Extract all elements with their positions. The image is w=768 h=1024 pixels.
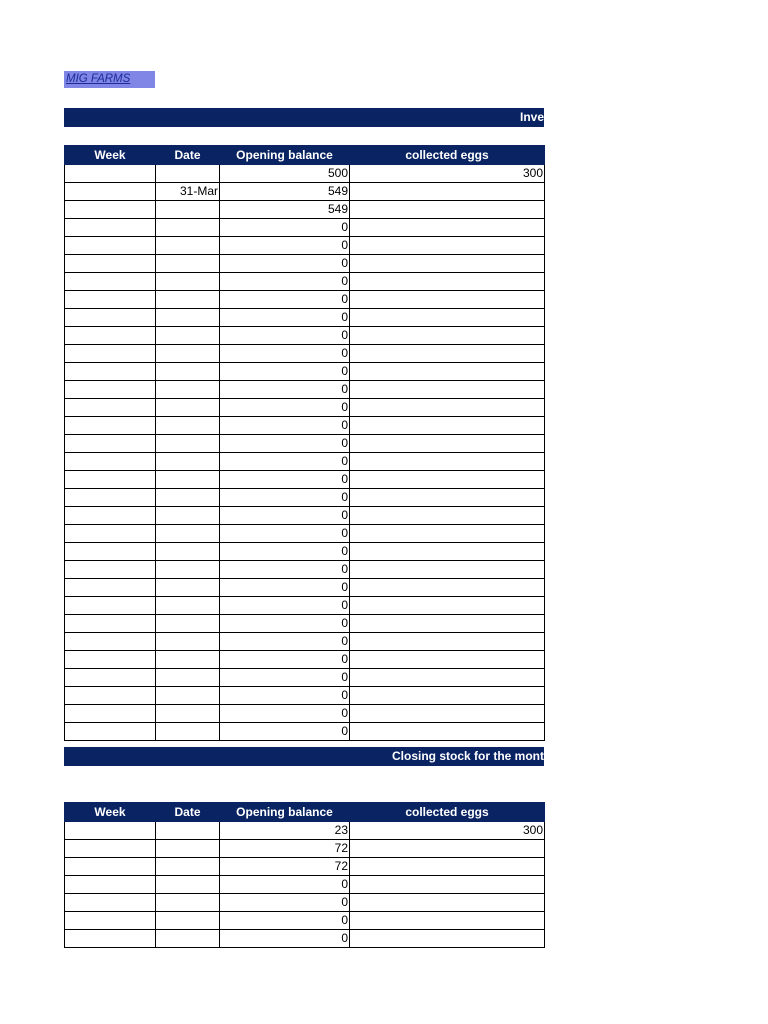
cell-opening-balance[interactable]: 0 xyxy=(220,615,350,633)
cell-opening-balance[interactable]: 0 xyxy=(220,381,350,399)
cell-opening-balance[interactable]: 0 xyxy=(220,489,350,507)
cell-collected-eggs[interactable] xyxy=(350,669,545,687)
cell-collected-eggs[interactable] xyxy=(350,399,545,417)
cell-opening-balance[interactable]: 72 xyxy=(220,840,350,858)
cell-date[interactable] xyxy=(156,615,220,633)
cell-collected-eggs[interactable] xyxy=(350,219,545,237)
cell-date[interactable] xyxy=(156,633,220,651)
table-row xyxy=(65,894,545,912)
cell-collected-eggs[interactable]: 300 xyxy=(350,165,545,183)
cell-opening-balance[interactable]: 0 xyxy=(220,237,350,255)
cell-collected-eggs[interactable] xyxy=(350,453,545,471)
cell-collected-eggs[interactable] xyxy=(350,381,545,399)
table-row xyxy=(65,597,545,615)
table-row xyxy=(65,543,545,561)
table-row xyxy=(65,453,545,471)
col-collected-eggs: collected eggs xyxy=(350,146,545,165)
cell-opening-balance[interactable]: 549 xyxy=(220,201,350,219)
cell-week[interactable] xyxy=(65,183,156,201)
cell-date[interactable] xyxy=(156,381,220,399)
cell-date[interactable] xyxy=(156,597,220,615)
table-row xyxy=(65,363,545,381)
cell-week[interactable] xyxy=(65,489,156,507)
table-row xyxy=(65,876,545,894)
cell-collected-eggs[interactable] xyxy=(350,597,545,615)
cell-collected-eggs[interactable] xyxy=(350,183,545,201)
inventory-title-banner xyxy=(64,108,544,127)
cell-opening-balance[interactable]: 0 xyxy=(220,894,350,912)
cell-date[interactable] xyxy=(156,471,220,489)
cell-week[interactable] xyxy=(65,273,156,291)
cell-week[interactable] xyxy=(65,651,156,669)
cell-date[interactable] xyxy=(156,291,220,309)
cell-collected-eggs[interactable] xyxy=(350,291,545,309)
header-row xyxy=(65,146,545,165)
cell-date[interactable] xyxy=(156,651,220,669)
cell-date[interactable] xyxy=(156,912,220,930)
cell-opening-balance[interactable]: 0 xyxy=(220,363,350,381)
cell-date[interactable] xyxy=(156,255,220,273)
table-row xyxy=(65,822,545,840)
cell-opening-balance[interactable]: 0 xyxy=(220,687,350,705)
cell-week[interactable] xyxy=(65,345,156,363)
table-row xyxy=(65,525,545,543)
cell-date[interactable] xyxy=(156,273,220,291)
cell-collected-eggs[interactable] xyxy=(350,633,545,651)
cell-week[interactable] xyxy=(65,822,156,840)
table-row xyxy=(65,291,545,309)
cell-week[interactable] xyxy=(65,633,156,651)
cell-collected-eggs[interactable] xyxy=(350,507,545,525)
cell-collected-eggs[interactable]: 300 xyxy=(350,822,545,840)
cell-week[interactable] xyxy=(65,417,156,435)
cell-opening-balance[interactable]: 0 xyxy=(220,930,350,948)
cell-collected-eggs[interactable] xyxy=(350,705,545,723)
cell-week[interactable] xyxy=(65,930,156,948)
cell-opening-balance[interactable]: 0 xyxy=(220,399,350,417)
cell-week[interactable] xyxy=(65,543,156,561)
cell-week[interactable] xyxy=(65,858,156,876)
cell-date[interactable] xyxy=(156,309,220,327)
cell-opening-balance[interactable]: 0 xyxy=(220,219,350,237)
cell-opening-balance[interactable]: 0 xyxy=(220,345,350,363)
cell-week[interactable] xyxy=(65,840,156,858)
cell-week[interactable] xyxy=(65,363,156,381)
cell-opening-balance[interactable]: 0 xyxy=(220,291,350,309)
table-row xyxy=(65,507,545,525)
cell-collected-eggs[interactable] xyxy=(350,363,545,381)
cell-collected-eggs[interactable] xyxy=(350,876,545,894)
cell-week[interactable] xyxy=(65,381,156,399)
cell-week[interactable] xyxy=(65,309,156,327)
cell-collected-eggs[interactable] xyxy=(350,255,545,273)
cell-week[interactable] xyxy=(65,219,156,237)
cell-opening-balance[interactable]: 0 xyxy=(220,579,350,597)
cell-week[interactable] xyxy=(65,597,156,615)
cell-week[interactable] xyxy=(65,687,156,705)
inventory-table-2 xyxy=(64,802,545,948)
table-row xyxy=(65,165,545,183)
cell-week[interactable] xyxy=(65,894,156,912)
cell-opening-balance[interactable]: 0 xyxy=(220,912,350,930)
table-row xyxy=(65,471,545,489)
cell-opening-balance[interactable]: 0 xyxy=(220,543,350,561)
table-row xyxy=(65,615,545,633)
cell-opening-balance[interactable]: 0 xyxy=(220,669,350,687)
cell-collected-eggs[interactable] xyxy=(350,417,545,435)
table-row xyxy=(65,219,545,237)
cell-week[interactable] xyxy=(65,399,156,417)
table-row xyxy=(65,237,545,255)
cell-collected-eggs[interactable] xyxy=(350,435,545,453)
col-date: Date xyxy=(156,146,220,165)
cell-collected-eggs[interactable] xyxy=(350,912,545,930)
cell-collected-eggs[interactable] xyxy=(350,840,545,858)
col-collected-eggs: collected eggs xyxy=(350,803,545,822)
closing-stock-label: Closing stock for the mont xyxy=(391,749,544,763)
table-row xyxy=(65,633,545,651)
table-row xyxy=(65,912,545,930)
table-row xyxy=(65,930,545,948)
cell-date[interactable] xyxy=(156,219,220,237)
table-row xyxy=(65,687,545,705)
cell-week[interactable] xyxy=(65,507,156,525)
cell-opening-balance[interactable]: 0 xyxy=(220,435,350,453)
table-row xyxy=(65,489,545,507)
table-row xyxy=(65,309,545,327)
cell-date[interactable] xyxy=(156,201,220,219)
cell-date[interactable] xyxy=(156,858,220,876)
cell-date[interactable] xyxy=(156,669,220,687)
cell-date[interactable] xyxy=(156,453,220,471)
cell-opening-balance[interactable]: 0 xyxy=(220,453,350,471)
inventory-title: Inve xyxy=(519,110,544,124)
cell-date[interactable] xyxy=(156,840,220,858)
cell-week[interactable] xyxy=(65,669,156,687)
cell-date[interactable] xyxy=(156,876,220,894)
cell-opening-balance[interactable]: 0 xyxy=(220,525,350,543)
cell-collected-eggs[interactable] xyxy=(350,615,545,633)
table-row xyxy=(65,858,545,876)
company-name: MIG FARMS xyxy=(64,71,155,88)
cell-collected-eggs[interactable] xyxy=(350,858,545,876)
col-date: Date xyxy=(156,803,220,822)
header-row xyxy=(65,803,545,822)
table-row xyxy=(65,345,545,363)
cell-week[interactable] xyxy=(65,615,156,633)
cell-date[interactable] xyxy=(156,705,220,723)
cell-date[interactable] xyxy=(156,525,220,543)
cell-date[interactable] xyxy=(156,237,220,255)
cell-date[interactable] xyxy=(156,165,220,183)
cell-collected-eggs[interactable] xyxy=(350,894,545,912)
cell-date[interactable] xyxy=(156,894,220,912)
table-row xyxy=(65,705,545,723)
col-opening-balance: Opening balance xyxy=(220,803,350,822)
cell-date[interactable] xyxy=(156,507,220,525)
cell-week[interactable] xyxy=(65,435,156,453)
cell-week[interactable] xyxy=(65,579,156,597)
table-row xyxy=(65,651,545,669)
cell-week[interactable] xyxy=(65,876,156,894)
cell-week[interactable] xyxy=(65,237,156,255)
cell-date[interactable] xyxy=(156,417,220,435)
cell-opening-balance[interactable]: 0 xyxy=(220,507,350,525)
cell-opening-balance[interactable]: 0 xyxy=(220,309,350,327)
cell-opening-balance[interactable]: 0 xyxy=(220,633,350,651)
cell-week[interactable] xyxy=(65,705,156,723)
inventory-table-1 xyxy=(64,145,545,741)
table-row xyxy=(65,255,545,273)
cell-collected-eggs[interactable] xyxy=(350,309,545,327)
table-row xyxy=(65,435,545,453)
cell-date[interactable] xyxy=(156,561,220,579)
cell-week[interactable] xyxy=(65,723,156,741)
cell-date[interactable] xyxy=(156,579,220,597)
cell-opening-balance[interactable]: 0 xyxy=(220,723,350,741)
table-row xyxy=(65,561,545,579)
cell-collected-eggs[interactable] xyxy=(350,561,545,579)
cell-collected-eggs[interactable] xyxy=(350,471,545,489)
cell-week[interactable] xyxy=(65,561,156,579)
cell-collected-eggs[interactable] xyxy=(350,930,545,948)
cell-opening-balance[interactable]: 0 xyxy=(220,327,350,345)
cell-collected-eggs[interactable] xyxy=(350,525,545,543)
cell-collected-eggs[interactable] xyxy=(350,273,545,291)
cell-date[interactable] xyxy=(156,930,220,948)
table-row xyxy=(65,840,545,858)
cell-date[interactable] xyxy=(156,723,220,741)
cell-opening-balance[interactable]: 0 xyxy=(220,417,350,435)
cell-collected-eggs[interactable] xyxy=(350,489,545,507)
col-week: Week xyxy=(65,803,156,822)
table-row xyxy=(65,183,545,201)
cell-collected-eggs[interactable] xyxy=(350,579,545,597)
table-row xyxy=(65,327,545,345)
cell-date[interactable]: 31-Mar xyxy=(156,183,220,201)
closing-stock-banner xyxy=(64,747,544,766)
cell-opening-balance[interactable]: 0 xyxy=(220,255,350,273)
table-row xyxy=(65,723,545,741)
table-row xyxy=(65,399,545,417)
cell-week[interactable] xyxy=(65,201,156,219)
cell-collected-eggs[interactable] xyxy=(350,543,545,561)
cell-opening-balance[interactable]: 500 xyxy=(220,165,350,183)
cell-collected-eggs[interactable] xyxy=(350,345,545,363)
cell-opening-balance[interactable]: 0 xyxy=(220,561,350,579)
cell-opening-balance[interactable]: 0 xyxy=(220,273,350,291)
cell-opening-balance[interactable]: 0 xyxy=(220,597,350,615)
cell-date[interactable] xyxy=(156,435,220,453)
cell-collected-eggs[interactable] xyxy=(350,201,545,219)
table-row xyxy=(65,669,545,687)
cell-date[interactable] xyxy=(156,543,220,561)
cell-opening-balance[interactable]: 549 xyxy=(220,183,350,201)
cell-opening-balance[interactable]: 23 xyxy=(220,822,350,840)
cell-collected-eggs[interactable] xyxy=(350,237,545,255)
cell-date[interactable] xyxy=(156,345,220,363)
cell-date[interactable] xyxy=(156,399,220,417)
cell-collected-eggs[interactable] xyxy=(350,651,545,669)
cell-opening-balance[interactable]: 0 xyxy=(220,876,350,894)
table-row xyxy=(65,381,545,399)
cell-week[interactable] xyxy=(65,453,156,471)
cell-week[interactable] xyxy=(65,255,156,273)
cell-week[interactable] xyxy=(65,912,156,930)
cell-date[interactable] xyxy=(156,687,220,705)
table-row xyxy=(65,201,545,219)
cell-week[interactable] xyxy=(65,291,156,309)
cell-collected-eggs[interactable] xyxy=(350,687,545,705)
cell-opening-balance[interactable]: 0 xyxy=(220,471,350,489)
cell-date[interactable] xyxy=(156,327,220,345)
cell-week[interactable] xyxy=(65,471,156,489)
cell-opening-balance[interactable]: 72 xyxy=(220,858,350,876)
cell-week[interactable] xyxy=(65,165,156,183)
cell-week[interactable] xyxy=(65,525,156,543)
col-week: Week xyxy=(65,146,156,165)
cell-opening-balance[interactable]: 0 xyxy=(220,705,350,723)
col-opening-balance: Opening balance xyxy=(220,146,350,165)
cell-date[interactable] xyxy=(156,363,220,381)
table-row xyxy=(65,579,545,597)
cell-collected-eggs[interactable] xyxy=(350,327,545,345)
cell-week[interactable] xyxy=(65,327,156,345)
cell-opening-balance[interactable]: 0 xyxy=(220,651,350,669)
cell-collected-eggs[interactable] xyxy=(350,723,545,741)
table-row xyxy=(65,417,545,435)
cell-date[interactable] xyxy=(156,489,220,507)
cell-date[interactable] xyxy=(156,822,220,840)
table-row xyxy=(65,273,545,291)
